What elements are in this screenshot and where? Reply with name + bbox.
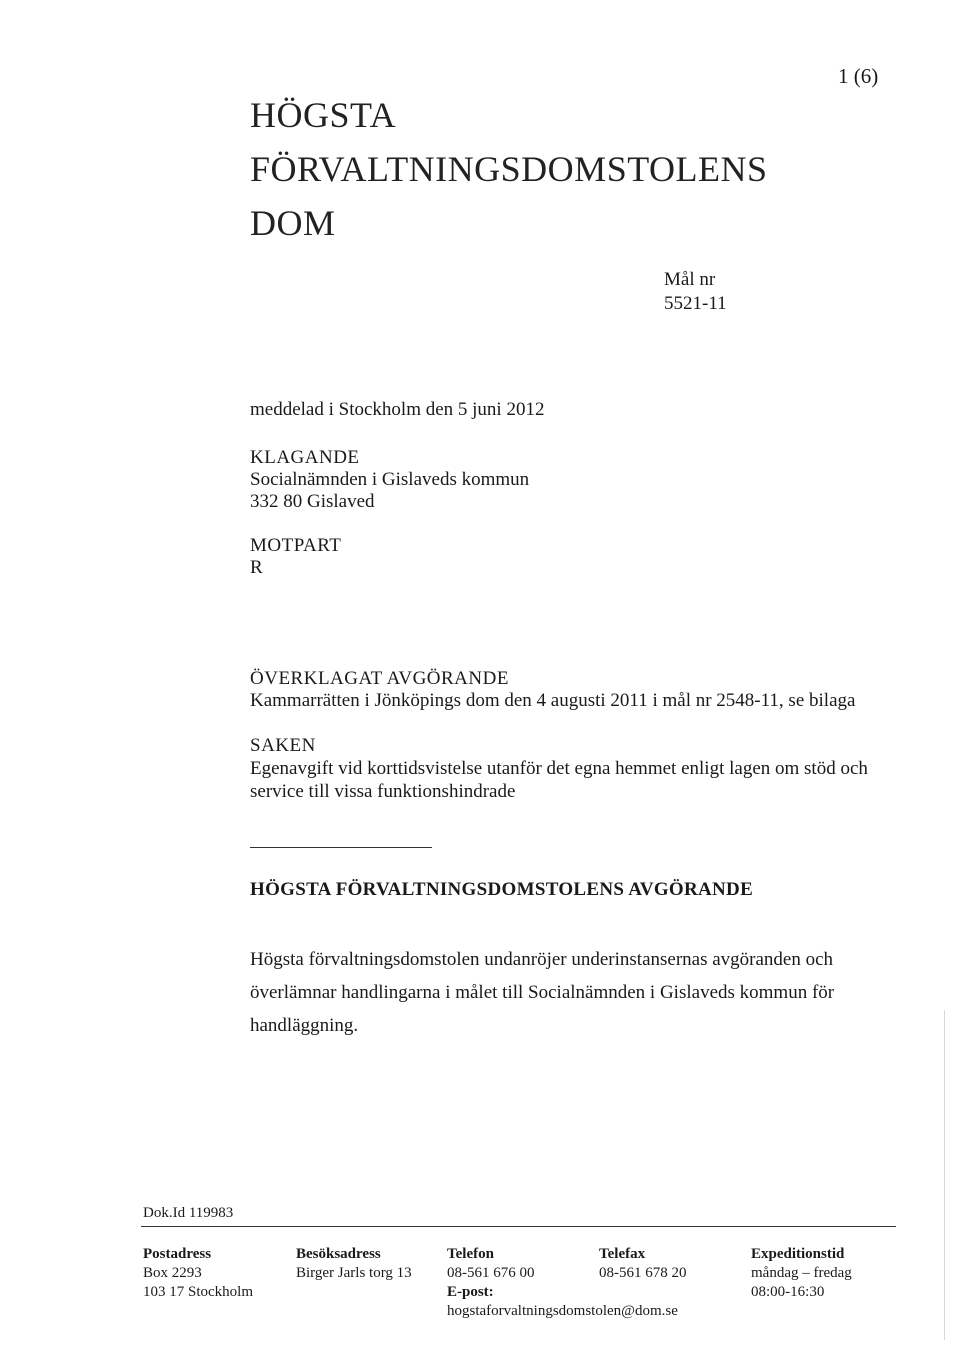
decision-line: överlämnar handlingarna i målet till Socialnämnden i Gislaveds kommun för [250, 982, 835, 1003]
footer-line: måndag – fredag [751, 1265, 852, 1281]
court-title-line-3: DOM [250, 203, 336, 243]
footer-heading: Besöksadress [296, 1246, 381, 1262]
footer-postadress [143, 1245, 253, 1302]
footer-telefax [599, 1245, 687, 1283]
section-saken [250, 735, 868, 803]
footer-line: Box 2293 [143, 1265, 202, 1281]
footer-heading: Telefax [599, 1246, 646, 1262]
section-klagande [250, 447, 529, 513]
section-text: service till vissa funktionshindrade [250, 781, 516, 802]
section-motpart [250, 535, 341, 579]
decision-line: Högsta förvaltningsdomstolen undanröjer underinstansernas avgöranden och [250, 949, 834, 970]
footer-email-label: E-post: [447, 1284, 494, 1300]
document-id: Dok.Id 119983 [143, 1205, 234, 1221]
footer-expeditionstid [751, 1245, 852, 1302]
section-text: Egenavgift vid korttidsvistelse utanför det egna hemmet enligt lagen om stöd och [250, 758, 868, 779]
footer-line: 08-561 676 00 [447, 1265, 535, 1281]
court-title [250, 88, 768, 250]
case-number-block [664, 268, 727, 316]
footer-email: hogstaforvaltningsdomstolen@dom.se [447, 1303, 678, 1319]
section-heading: SAKEN [250, 735, 316, 756]
footer-line: 08-561 678 20 [599, 1265, 687, 1281]
case-number-label: Mål nr [664, 269, 716, 290]
section-heading: MOTPART [250, 535, 342, 556]
section-text: Socialnämnden i Gislaveds kommun [250, 469, 530, 490]
section-text: Kammarrätten i Jönköpings dom den 4 augusti 2011 i mål nr 2548-11, se bilaga [250, 690, 856, 711]
section-heading: ÖVERKLAGAT AVGÖRANDE [250, 668, 509, 689]
page-number: 1 (6) [838, 64, 879, 88]
section-heading: KLAGANDE [250, 447, 360, 468]
footer-line: 103 17 Stockholm [143, 1284, 254, 1300]
case-number: 5521-11 [664, 293, 727, 314]
section-text: 332 80 Gislaved [250, 491, 375, 512]
scan-edge-mark [944, 1010, 945, 1340]
court-title-line-1: HÖGSTA [250, 95, 397, 135]
decision-heading: HÖGSTA FÖRVALTNINGSDOMSTOLENS AVGÖRANDE [250, 879, 754, 900]
decision-text [250, 943, 850, 1042]
section-overklagat [250, 668, 855, 712]
footer-heading: Telefon [447, 1246, 494, 1262]
footer-heading: Postadress [143, 1246, 212, 1262]
section-text: R [250, 557, 263, 578]
footer-besoksadress [296, 1245, 412, 1283]
issued-line: meddelad i Stockholm den 5 juni 2012 [250, 399, 545, 420]
footer-heading: Expeditionstid [751, 1246, 845, 1262]
separator-line [250, 847, 432, 848]
footer-line: Birger Jarls torg 13 [296, 1265, 412, 1281]
decision-line: handläggning. [250, 1015, 359, 1036]
footer-rule [141, 1226, 896, 1227]
court-title-line-2: FÖRVALTNINGSDOMSTOLENS [250, 149, 768, 189]
footer-line: 08:00-16:30 [751, 1284, 825, 1300]
